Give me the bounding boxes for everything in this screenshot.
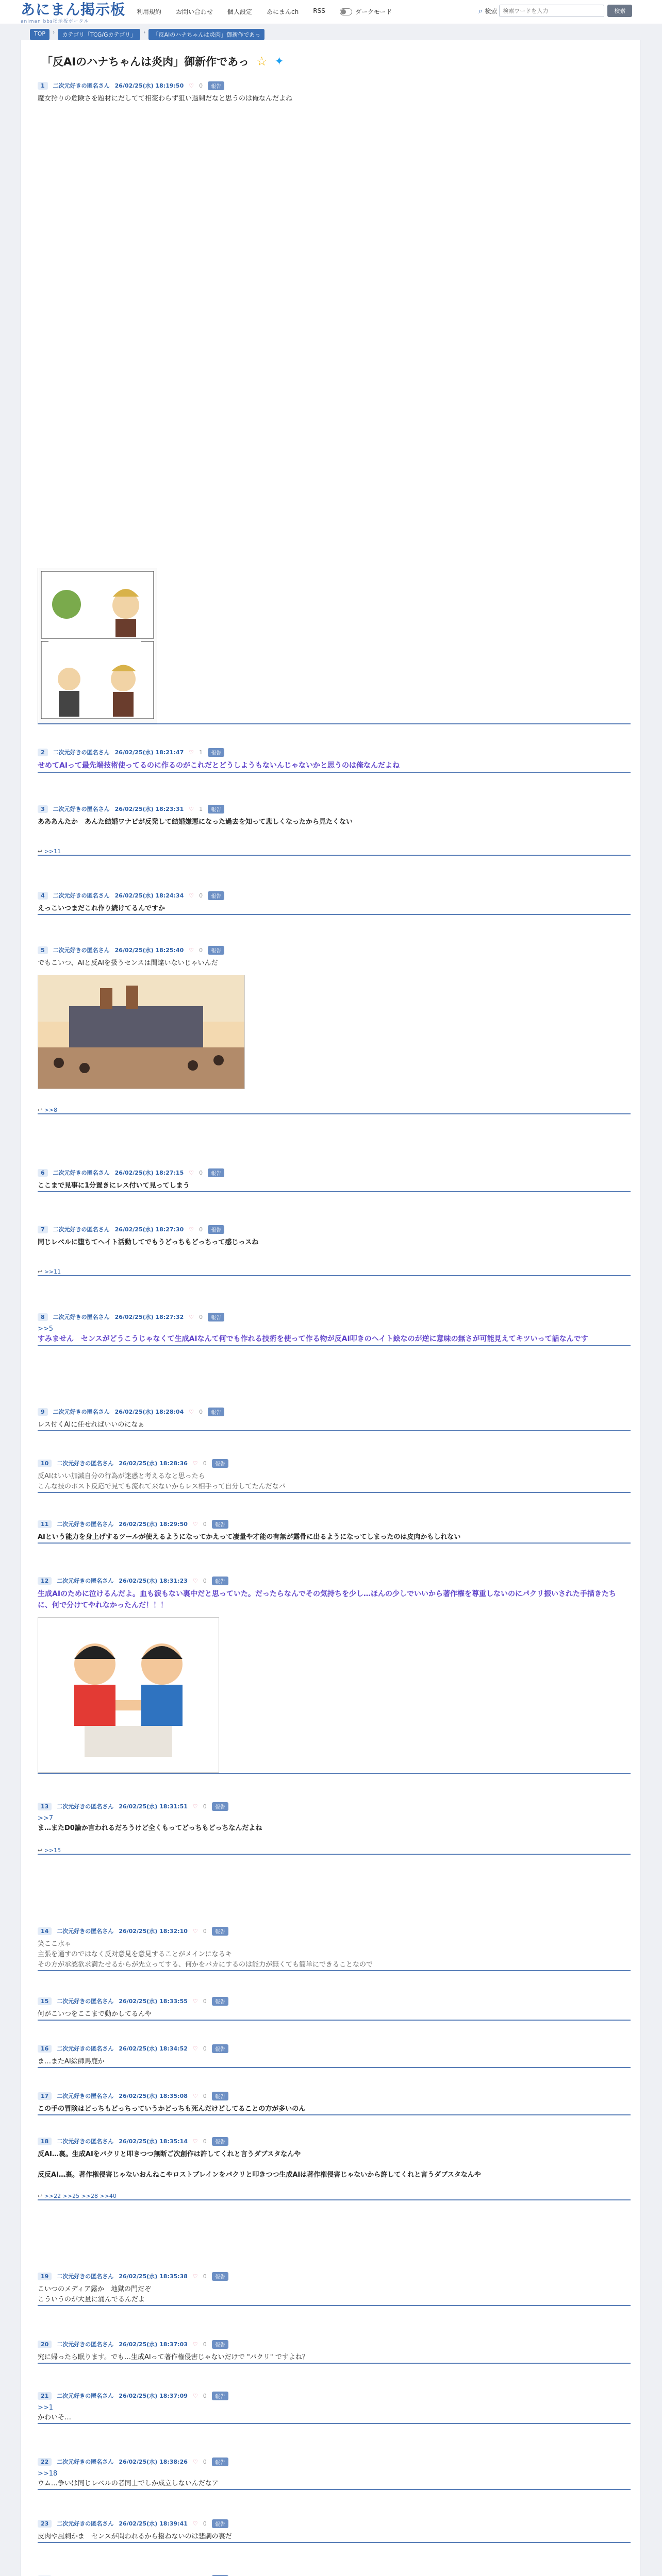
- like-count: 0: [199, 1169, 203, 1176]
- reply-icon: ↩: [38, 1847, 43, 1854]
- post-number[interactable]: 4: [38, 892, 48, 900]
- report-button[interactable]: 報告: [208, 805, 224, 814]
- reply-anchor[interactable]: >>22 >>25 >>28 >>40: [44, 2193, 117, 2200]
- heart-icon[interactable]: ♡: [192, 2520, 198, 2527]
- like-count: 0: [199, 82, 203, 89]
- post-number[interactable]: 18: [38, 2138, 52, 2145]
- post-body: あああんたか あんた結婚ワナビが反発して結婚嫌悪になった過去を知って悲しくなったから見たくない: [38, 818, 353, 826]
- nav-animanch[interactable]: あにまんch: [267, 8, 299, 15]
- nav-settings[interactable]: 個人設定: [227, 8, 253, 15]
- reply-anchor[interactable]: >>11: [44, 848, 61, 855]
- post-number[interactable]: 15: [38, 1997, 52, 2005]
- post-author: 二次元好きの匿名さん: [53, 806, 110, 812]
- post-date: 26/02/25(水) 18:33:55: [119, 1998, 188, 2005]
- heart-icon[interactable]: ♡: [192, 2458, 198, 2465]
- dark-mode-toggle[interactable]: [340, 7, 392, 16]
- post: [38, 2391, 631, 2424]
- breadcrumb-thread[interactable]: 「反AIのハナちゃんは炎肉」御新作であっ: [148, 29, 264, 40]
- post: [38, 890, 631, 915]
- reply-icon: ↩: [38, 2193, 43, 2200]
- post: [38, 2518, 631, 2543]
- like-count: 0: [203, 1803, 207, 1810]
- post-author: 二次元好きの匿名さん: [57, 1803, 114, 1810]
- reply-anchor[interactable]: >>8: [44, 1107, 58, 1114]
- like-count: 0: [203, 1927, 207, 1935]
- post: [38, 1801, 631, 1855]
- report-button[interactable]: 報告: [212, 2092, 228, 2100]
- report-button[interactable]: 報告: [212, 2519, 228, 2528]
- search-icon: ⌕: [478, 6, 483, 15]
- reply-links[interactable]: [38, 1847, 631, 1854]
- twitter-share-icon[interactable]: ✦: [274, 55, 284, 68]
- arm-wrestling-image: [38, 1618, 219, 1772]
- reply-icon: ↩: [38, 1268, 43, 1276]
- post-date: 26/02/25(水) 18:39:41: [119, 2520, 188, 2527]
- post-date: 26/02/25(水) 18:37:09: [119, 2393, 188, 2399]
- logo-sub-text: animan bbs掲示板ポータル: [21, 19, 89, 24]
- post-date: 26/02/25(水) 18:23:31: [114, 806, 184, 812]
- post-date: 26/02/25(水) 18:27:32: [114, 1314, 184, 1320]
- post-body: 同じレベルに堕ちてヘイト活動してでもうどっちもどっちって感じっスね: [38, 1239, 259, 1246]
- post: [38, 1458, 631, 1493]
- post-body: ま…またD0論か言われるだろうけど全くもってどっちもどっちなんだよね: [38, 1824, 262, 1832]
- post-author: 二次元好きの匿名さん: [57, 1928, 114, 1935]
- post-author: 二次元好きの匿名さん: [53, 749, 110, 756]
- nav-links: [137, 7, 392, 16]
- report-button[interactable]: 報告: [212, 1997, 228, 2006]
- post-number[interactable]: 10: [38, 1460, 52, 1467]
- post-number[interactable]: 6: [38, 1169, 48, 1177]
- post: [38, 80, 631, 724]
- dark-mode-label: ダークモード: [355, 8, 392, 15]
- heart-icon[interactable]: ♡: [189, 82, 194, 89]
- post-author: 二次元好きの匿名さん: [53, 1409, 110, 1415]
- reply-icon: ↩: [38, 848, 43, 855]
- post-date: 26/02/25(水) 18:19:50: [114, 82, 184, 89]
- post-date: 26/02/25(水) 18:31:23: [119, 1578, 188, 1584]
- post: [38, 1406, 631, 1431]
- post: [38, 2339, 631, 2364]
- report-button[interactable]: 報告: [212, 2044, 228, 2053]
- heart-icon[interactable]: ♡: [192, 1803, 198, 1810]
- post-number[interactable]: 1: [38, 82, 48, 90]
- post-image[interactable]: [38, 568, 157, 723]
- post-number[interactable]: 13: [38, 1803, 52, 1810]
- site-logo[interactable]: [21, 2, 125, 24]
- toggle-switch-icon[interactable]: [340, 8, 352, 15]
- post-date: 26/02/25(水) 18:24:34: [114, 892, 184, 899]
- post-number[interactable]: 11: [38, 1520, 52, 1528]
- post: [38, 804, 631, 856]
- like-count: 0: [199, 1408, 203, 1415]
- post-body: 何がこいつをここまで動かしてるんや: [38, 2010, 152, 2018]
- report-button[interactable]: 報告: [212, 1577, 228, 1585]
- report-button[interactable]: 報告: [212, 2340, 228, 2349]
- report-button[interactable]: 報告: [212, 1802, 228, 1811]
- like-count: 0: [203, 2341, 207, 2348]
- nav-rss[interactable]: RSS: [313, 7, 325, 14]
- search-button[interactable]: 検索: [607, 5, 632, 17]
- post-image[interactable]: [38, 975, 245, 1089]
- post-author: 二次元好きの匿名さん: [53, 1226, 110, 1233]
- heart-icon[interactable]: ♡: [189, 946, 194, 954]
- post-number[interactable]: 8: [38, 1313, 48, 1321]
- reply-links[interactable]: [38, 1107, 631, 1113]
- post-date: 26/02/25(水) 18:31:51: [119, 1803, 188, 1810]
- post-body: ここまで見事に1分置きにレス付いて見ってしまう: [38, 1182, 190, 1190]
- like-count: 0: [203, 2092, 207, 2099]
- heart-icon[interactable]: ♡: [189, 805, 194, 812]
- reply-links[interactable]: [38, 848, 631, 855]
- post: [38, 2091, 631, 2115]
- harbor-ship-image: [38, 975, 244, 1089]
- post-author: 二次元好きの匿名さん: [53, 1170, 110, 1176]
- reply-anchor[interactable]: >>11: [44, 1268, 61, 1276]
- thread-panel: [21, 40, 640, 2576]
- heart-icon[interactable]: ♡: [192, 2341, 198, 2348]
- report-button[interactable]: 報告: [212, 2458, 228, 2466]
- like-count: 0: [199, 1226, 203, 1233]
- post-body: ま…またAI絵師馬鹿か: [38, 2058, 105, 2065]
- like-count: 0: [203, 2392, 207, 2399]
- post-author: 二次元好きの匿名さん: [53, 947, 110, 954]
- post-date: 26/02/25(水) 18:28:36: [119, 1460, 188, 1467]
- post-body: こいつのメディア露か 地獄の門だぞ こういうのが大量に涌んでるんだよ: [38, 2285, 151, 2304]
- heart-icon[interactable]: ♡: [189, 1408, 194, 1415]
- post-body: 魔女狩りの危険さを題材にだしてて相変わらず狙い過剰だなと思うのは俺なんだよね: [38, 95, 293, 103]
- nav-contact[interactable]: お問い合わせ: [176, 8, 213, 15]
- heart-icon[interactable]: ♡: [192, 1460, 198, 1467]
- post-number[interactable]: 5: [38, 946, 48, 954]
- like-count: 0: [199, 892, 203, 899]
- chevron-right-icon: ›: [143, 29, 146, 36]
- nav-terms[interactable]: 利用規約: [137, 8, 162, 15]
- post: [38, 2271, 631, 2306]
- like-count: 1: [199, 749, 203, 756]
- post-date: 26/02/25(水) 18:27:30: [114, 1226, 184, 1233]
- breadcrumb-category[interactable]: カテゴリ「TCG/Gカテゴリ」: [58, 29, 140, 40]
- post-author: 二次元好きの匿名さん: [57, 1521, 114, 1528]
- post-number[interactable]: 19: [38, 2273, 52, 2280]
- post-author: 二次元好きの匿名さん: [57, 2341, 114, 2348]
- post-date: 26/02/25(水) 18:28:04: [114, 1409, 184, 1415]
- post-author: 二次元好きの匿名さん: [57, 2273, 114, 2280]
- post-author: 二次元好きの匿名さん: [57, 1998, 114, 2005]
- post-number[interactable]: 7: [38, 1226, 48, 1233]
- report-button[interactable]: 報告: [208, 1225, 224, 1234]
- like-count: 0: [203, 1460, 207, 1467]
- heart-icon[interactable]: ♡: [192, 2045, 198, 2052]
- post-image[interactable]: [38, 1617, 219, 1773]
- post-date: 26/02/25(水) 18:35:38: [119, 2273, 188, 2280]
- like-count: 0: [203, 1577, 207, 1584]
- breadcrumb-top[interactable]: TOP: [30, 29, 49, 40]
- post-author: 二次元好きの匿名さん: [57, 2459, 114, 2465]
- heart-icon[interactable]: ♡: [192, 1520, 198, 1528]
- thread-title-text: 「反AIのハナちゃんは炎肉」御新作であっ: [42, 56, 249, 68]
- heart-icon[interactable]: ♡: [189, 1226, 194, 1233]
- post-date: 26/02/25(水) 18:32:10: [119, 1928, 188, 1935]
- heart-icon[interactable]: ♡: [192, 2092, 198, 2099]
- post-date: 26/02/25(水) 18:35:08: [119, 2093, 188, 2099]
- heart-icon[interactable]: ♡: [189, 1313, 194, 1320]
- chevron-right-icon: ›: [53, 29, 55, 36]
- post-body: 皮肉や風刺かま センスが問われるから撥ねないのは悲劇の裏だ: [38, 2533, 232, 2540]
- post-date: 26/02/25(水) 18:29:50: [119, 1521, 188, 1528]
- post-date: 26/02/25(水) 18:35:14: [119, 2138, 188, 2145]
- post: [38, 2043, 631, 2068]
- post-author: 二次元好きの匿名さん: [57, 1578, 114, 1584]
- post-author: 二次元好きの匿名さん: [57, 2045, 114, 2052]
- report-button[interactable]: 報告: [212, 1459, 228, 1468]
- heart-icon[interactable]: ♡: [192, 1997, 198, 2005]
- post: [38, 2136, 631, 2200]
- post-number[interactable]: 22: [38, 2458, 52, 2466]
- like-count: 0: [199, 946, 203, 954]
- post: [38, 1312, 631, 1346]
- thread-title: [42, 54, 284, 69]
- like-count: 0: [203, 2273, 207, 2280]
- post-number[interactable]: 20: [38, 2341, 52, 2348]
- post-date: 26/02/25(水) 18:21:47: [114, 749, 184, 756]
- post-number[interactable]: 16: [38, 2045, 52, 2053]
- anchor-link[interactable]: >>1: [38, 2404, 54, 2412]
- post-body: 笑ここ水ゃ 主張を通すのではなく反対意見を意見することがメインになるキ その方が承認欲求満たせるからが先立ってする、何かをバカにするのは能力が無くても簡単にできることなので: [38, 1940, 373, 1969]
- post: [38, 945, 631, 1114]
- heart-icon[interactable]: ♡: [189, 1169, 194, 1176]
- like-count: 0: [203, 1520, 207, 1528]
- top-bar: [0, 0, 662, 24]
- report-button[interactable]: 報告: [208, 1313, 224, 1321]
- post-author: 二次元好きの匿名さん: [53, 1314, 110, 1320]
- post-number[interactable]: 9: [38, 1408, 48, 1416]
- search-box: [478, 5, 632, 17]
- post-header: [38, 80, 631, 91]
- heart-icon[interactable]: ♡: [192, 2138, 198, 2145]
- reply-anchor[interactable]: >>15: [44, 1847, 61, 1854]
- post-body: えっこいつまだこれ作り続けてるんですか: [38, 905, 166, 912]
- post-author: 二次元好きの匿名さん: [57, 2138, 114, 2145]
- post: [38, 1519, 631, 1544]
- post-number[interactable]: 14: [38, 1927, 52, 1935]
- heart-icon[interactable]: ♡: [189, 749, 194, 756]
- post-date: 26/02/25(水) 18:27:15: [114, 1170, 184, 1176]
- search-input[interactable]: [499, 5, 604, 17]
- heart-icon[interactable]: ♡: [192, 1577, 198, 1584]
- like-count: 0: [203, 2520, 207, 2527]
- manga-comic-image: [38, 568, 157, 723]
- post-author: 二次元好きの匿名さん: [57, 2520, 114, 2527]
- post-body: かわいそ…: [38, 2414, 72, 2421]
- anchor-link[interactable]: >>7: [38, 1815, 54, 1822]
- post-number[interactable]: 3: [38, 805, 48, 813]
- post-author: 二次元好きの匿名さん: [53, 892, 110, 899]
- heart-icon[interactable]: ♡: [192, 2273, 198, 2280]
- report-button[interactable]: 報告: [212, 2272, 228, 2281]
- post-number[interactable]: 23: [38, 2520, 52, 2528]
- post-date: 26/02/25(水) 18:38:26: [119, 2459, 188, 2465]
- report-button[interactable]: 報告: [208, 946, 224, 955]
- like-count: 0: [199, 1313, 203, 1320]
- post-author: 二次元好きの匿名さん: [53, 82, 110, 89]
- post-body: ウム…争いは同じレベルの者同士でしか成立しないんだなア: [38, 2480, 219, 2487]
- like-count: 0: [203, 1997, 207, 2005]
- post-number[interactable]: 21: [38, 2392, 52, 2400]
- reply-icon: ↩: [38, 1107, 43, 1114]
- post-number[interactable]: 12: [38, 1577, 52, 1585]
- reply-links[interactable]: [38, 2193, 631, 2199]
- logo-main-text: あにまん掲示板: [21, 1, 126, 18]
- post-body: レス付くAIに任せればいいのになぁ: [38, 1421, 145, 1429]
- post-date: 26/02/25(水) 18:25:40: [114, 947, 184, 954]
- post: [38, 1575, 631, 1774]
- post-body: AIという能力を身上げするツールが使えるようになってかえって凄量や才能の有無が露骨に出るようになってしまったのは皮肉かもしれない: [38, 1533, 461, 1541]
- report-button[interactable]: 報告: [212, 2137, 228, 2146]
- post: [38, 2456, 631, 2490]
- post-body: 反AIはいい加減自分の行為が迷惑と考えるなと思ったら こんな技のポスト反応で見ても流れて来ないからレス相手って自分してたんだなバ: [38, 1472, 286, 1491]
- report-button[interactable]: 報告: [208, 1408, 224, 1416]
- search-label: 検索: [485, 7, 498, 15]
- report-button[interactable]: 報告: [212, 1520, 228, 1529]
- post-number[interactable]: 17: [38, 2092, 52, 2100]
- post-body: でもこいつ、AIと反AIを扱うセンスは間違いないじゃいんだ: [38, 959, 218, 967]
- report-button[interactable]: 報告: [208, 748, 224, 757]
- favorite-star-icon[interactable]: ☆: [256, 54, 268, 69]
- anchor-link[interactable]: >>5: [38, 1325, 54, 1333]
- post: [38, 1926, 631, 1971]
- post-body: 究に帰ったら眠ります。でも…生成AIって著作権侵害じゃないだけで "パクリ" ですよね？: [38, 2353, 309, 2361]
- post-number[interactable]: 2: [38, 749, 48, 756]
- post: [38, 2574, 631, 2576]
- report-button[interactable]: 報告: [208, 81, 224, 90]
- like-count: 1: [199, 805, 203, 812]
- post-author: 二次元好きの匿名さん: [57, 2093, 114, 2099]
- report-button[interactable]: 報告: [208, 891, 224, 900]
- post-author: 二次元好きの匿名さん: [57, 1460, 114, 1467]
- report-button[interactable]: 報告: [208, 1168, 224, 1177]
- reply-links[interactable]: [38, 1268, 631, 1275]
- post-body: せめてAIって最先端技術使ってるのに作るのがこれだとどうしようもないんじゃないかと思うのは俺なんだよね: [38, 761, 400, 770]
- post-body: 反AI…裏。生成AIをパクリと叩きつつ無断ご次創作は許してくれと言うダブスタなんや 反反AI…裏。著作権侵害じゃないおんねこやロストブレインをパクリと叩きつつ生成AIは著作権侵害じゃないから許してくれと言うダブスタなんや: [38, 2150, 481, 2179]
- breadcrumb: [30, 29, 264, 40]
- like-count: 0: [203, 2045, 207, 2052]
- post-date: 26/02/25(水) 18:37:03: [119, 2341, 188, 2348]
- post-date: 26/02/25(水) 18:34:52: [119, 2045, 188, 2052]
- post-body: すみません センスがどうこうじゃなくて生成AIなんて何でも作れる技術を使って作る物が反AI叩きのヘイト絵なのが逆に意味の無さが可能見えてキツいって話なんです: [38, 1335, 588, 1343]
- post: [38, 1167, 631, 1192]
- post-body: 生成AIのために泣けるんだよ。血も涙もない裏中だと思っていた。だったらなんでその気持ちを少し…ほんの少しでいいから著作権を尊重しないのにパクリ振いされた手描きたちに、何で分けてやれなかったんだ！！！: [38, 1590, 617, 1609]
- report-button[interactable]: 報告: [212, 2392, 228, 2400]
- anchor-link[interactable]: >>18: [38, 2470, 58, 2478]
- post: [38, 747, 631, 773]
- heart-icon[interactable]: ♡: [189, 892, 194, 899]
- post: [38, 1996, 631, 2021]
- post-body: この手の冒険はどっちもどっちっていうかどっちも死んだけどしてることの方が多いのん: [38, 2105, 306, 2113]
- post: [38, 1224, 631, 1276]
- heart-icon[interactable]: ♡: [192, 2392, 198, 2399]
- post-author: 二次元好きの匿名さん: [57, 2393, 114, 2399]
- heart-icon[interactable]: ♡: [192, 1927, 198, 1935]
- like-count: 0: [203, 2138, 207, 2145]
- report-button[interactable]: 報告: [212, 1927, 228, 1936]
- like-count: 0: [203, 2458, 207, 2465]
